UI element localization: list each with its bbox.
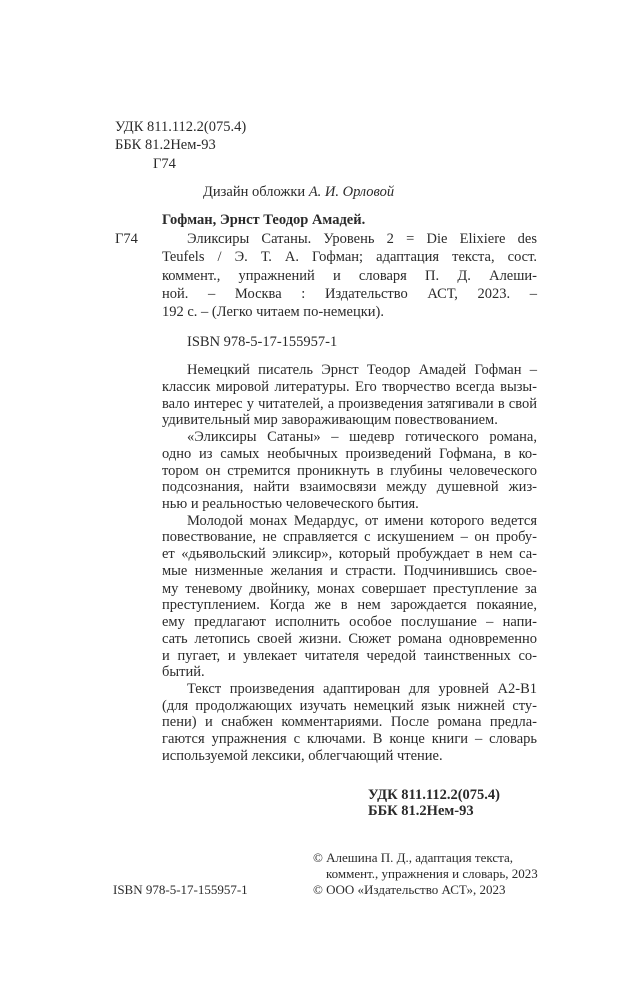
bib-line: ной. – Москва : Издательство АСТ, 2023. – — [162, 286, 537, 302]
isbn-footer: ISBN 978-5-17-155957-1 — [113, 882, 248, 897]
annotation-line: мые низменные желания и страсти. Подчинившись свое- — [162, 563, 537, 579]
annotation-line: вало интерес у читателей, а произведения затягивали в свой — [162, 396, 537, 412]
author-mark: Г74 — [153, 156, 176, 172]
annotation-line: тором он стремится проникнуть в глубины человеческого — [162, 463, 537, 479]
annotation-line: Немецкий писатель Эрнст Теодор Амадей Гофман – — [187, 362, 537, 378]
author-heading: Гофман, Эрнст Теодор Амадей. — [162, 212, 366, 228]
cover-designer-name: А. И. Орловой — [308, 184, 395, 200]
author-mark: Г74 — [115, 231, 138, 247]
isbn: ISBN 978-5-17-155957-1 — [187, 334, 338, 350]
cover-design-credit — [203, 185, 394, 200]
annotation-line: преступлением. Когда же в нем зарождается покаяние, — [162, 597, 537, 613]
annotation-line: «Эликсиры Сатаны» – шедевр готического романа, — [187, 429, 537, 445]
annotation-line: (для продолжающих изучать немецкий язык нижней сту- — [162, 698, 537, 714]
bib-line: Teufels / Э. Т. А. Гофман; адаптация текста, сост. — [162, 249, 537, 265]
annotation-line: и пугает, и увлекает читателя чередой таинственных со- — [162, 648, 537, 664]
annotation-line: повествование, не справляется с искушением – он пробу- — [162, 529, 537, 545]
annotation-line: используемой лексики, облегчающий чтение. — [162, 748, 443, 764]
annotation-line: пени) и снабжен комментариями. После романа предла- — [162, 714, 537, 730]
annotation-line: му теневому двойнику, монах совершает преступление за — [162, 581, 537, 597]
annotation-line: нью и реальностью человеческого бытия. — [162, 496, 419, 512]
annotation-line: классик мировой литературы. Его творчество всегда вызы- — [162, 379, 537, 395]
bbk-code: ББК 81.2Нем-93 — [368, 803, 474, 819]
cover-design-label: Дизайн обложки — [203, 184, 309, 200]
bib-line: Эликсиры Сатаны. Уровень 2 = Die Elixiere des — [187, 231, 537, 247]
bib-line: 192 с. – (Легко читаем по-немецки). — [162, 304, 384, 320]
bib-line: коммент., упражнений и словаря П. Д. Алеши- — [162, 268, 537, 284]
annotation-line: Молодой монах Медардус, от имени которого ведется — [187, 513, 537, 529]
annotation-line: одно из самых необычных произведений Гофмана, в ко- — [162, 446, 537, 462]
annotation-line: Текст произведения адаптирован для уровней А2-В1 — [187, 681, 537, 697]
copyright-publisher: © ООО «Издательство АСТ», 2023 — [313, 882, 506, 897]
udk-code: УДК 811.112.2(075.4) — [368, 787, 500, 803]
copyright-adaptation: © Алешина П. Д., адаптация текста, — [313, 850, 513, 865]
annotation-line: сать летопись своей жизни. Сюжет романа одновременно — [162, 631, 537, 647]
annotation-line: бытий. — [162, 664, 205, 680]
annotation-line: удивительный мир завораживающим повествованием. — [162, 412, 498, 428]
annotation-line: ет «дьявольский эликсир», который пробуждает в нем са- — [162, 546, 537, 562]
bbk-code: ББК 81.2Нем-93 — [115, 137, 216, 153]
annotation-line: гаются упражнения с ключами. В конце книги – словарь — [162, 731, 537, 747]
annotation-line: подсознания, найти взаимосвязи между душевной жиз- — [162, 479, 537, 495]
udk-code: УДК 811.112.2(075.4) — [115, 119, 247, 135]
copyright-adaptation-cont: коммент., упражнения и словарь, 2023 — [326, 866, 538, 881]
annotation-line: ему предлагают исполнить особое послушание – напи- — [162, 614, 537, 630]
